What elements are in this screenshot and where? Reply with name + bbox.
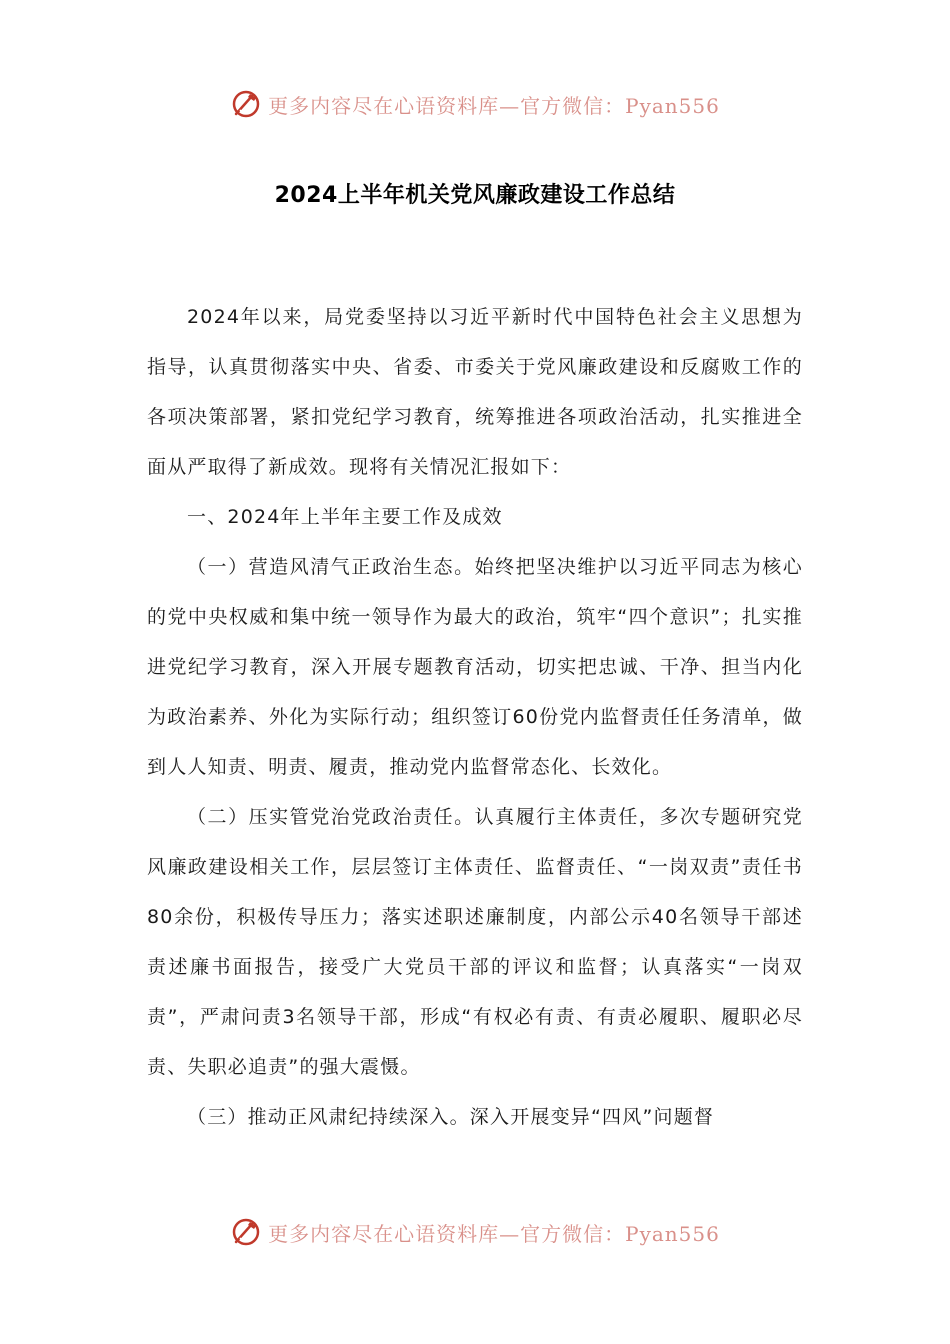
watermark-text: 更多内容尽在心语资料库—官方微信：Pyan556 [268,1221,720,1246]
footer-watermark [0,1212,950,1252]
item-paragraph-1: （一）营造风清气正政治生态。始终把坚决维护以习近平同志为核心的党中央权威和集中统一领导作为最大的政治，筑牢“四个意识”；扎实推进党纪学习教育，深入开展专题教育活动，切实把忠诚、干净、担当内化为政治素养、外化为实际行动；组织签订60份党内监督责任任务清单，做到人人知责、明责、履责，推动党内监督常态化、长效化。 [147,556,803,778]
section-heading: 一、2024年上半年主要工作及成效 [187,506,503,528]
pen-seal-icon [230,1216,262,1248]
intro-paragraph: 2024年以来，局党委坚持以习近平新时代中国特色社会主义思想为指导，认真贯彻落实中央、省委、市委关于党风廉政建设和反腐败工作的各项决策部署，紧扣党纪学习教育，统筹推进各项政治活动，扎实推进全面从严取得了新成效。现将有关情况汇报如下： [147,306,803,478]
item-paragraph-2: （二）压实管党治党政治责任。认真履行主体责任，多次专题研究党风廉政建设相关工作，层层签订主体责任、监督责任、“一岗双责”责任书80余份，积极传导压力；落实述职述廉制度，内部公示40名领导干部述责述廉书面报告，接受广大党员干部的评议和监督；认真落实“一岗双责”，严肃问责3名领导干部，形成“有权必有责、有责必履职、履职必尽责、失职必追责”的强大震慑。 [147,806,803,1078]
document-body [147,292,803,1142]
document-title: 2024上半年机关党风廉政建设工作总结 [274,183,676,208]
header-watermark [0,84,950,124]
pen-seal-icon [230,88,262,120]
watermark-text: 更多内容尽在心语资料库—官方微信：Pyan556 [268,93,720,118]
item-paragraph-3: （三）推动正风肃纪持续深入。深入开展变异“四风”问题督 [187,1106,715,1128]
